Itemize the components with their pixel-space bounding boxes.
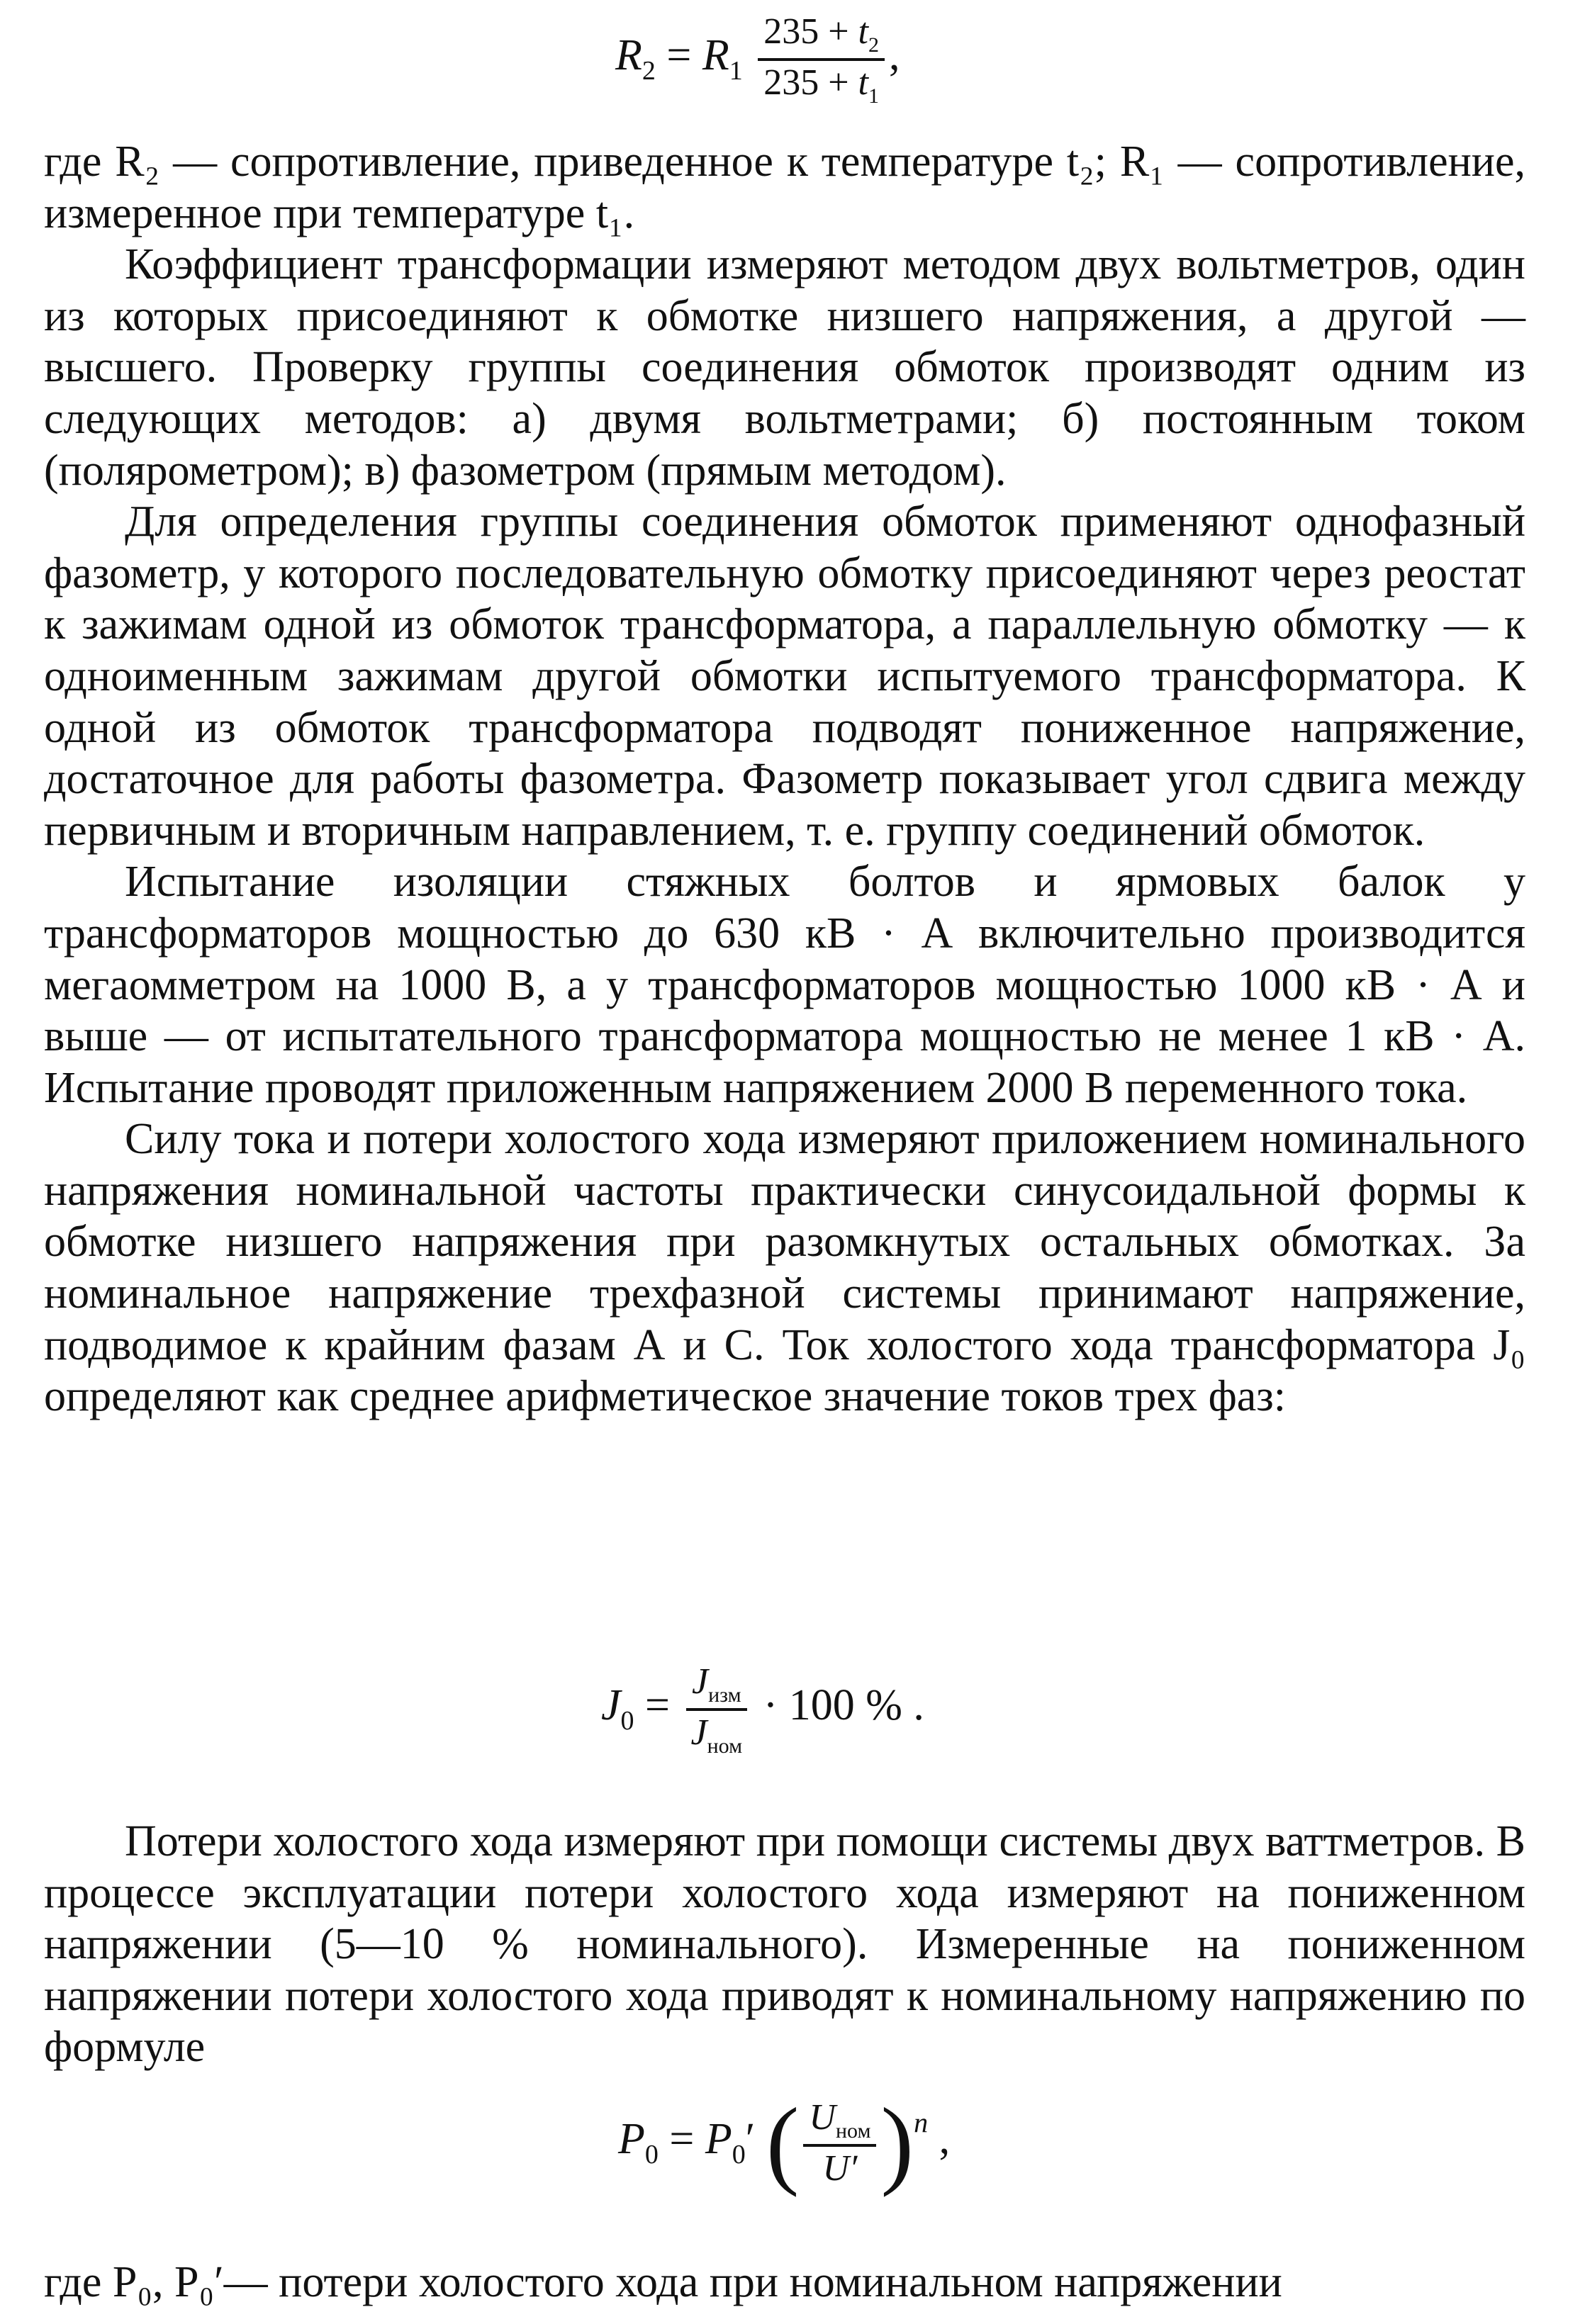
- formula-j0-den-var: J: [690, 1712, 707, 1753]
- formula-p0-paren-open: (: [766, 2088, 800, 2198]
- paragraph-6: Потери холостого хода измеряют при помощи системы двух ваттметров. В процессе эксплуатации потери холостого хода измеряют на пониженном напряжении (5—10 % номинального). Измеренные на пониженном напряжении потери холостого хода приводят к номинальному напряжению по формуле: [44, 1817, 1525, 2072]
- formula-r2-coef-sub: 1: [729, 56, 743, 86]
- formula-p0-denominator: U′: [822, 2148, 858, 2189]
- paragraph-2: Коэффициент трансформации измеряют методом двух вольтметров, один из которых присоединяют к обмотке низшего напряжения, а другой — высшего. Проверку группы соединения обмоток производят одним из следующих методов: а) двумя вольтметрами; б) постоянным током (полярометром); в) фазометром (прямым методом).: [44, 240, 1525, 495]
- paragraph-3: Для определения группы соединения обмоток применяют однофазный фазометр, у которого последовательную обмотку присоединяют через реостат к зажимам одной из обмоток трансформатора, а параллельную обмотку — к одноименным зажимам другой обмотки испытуемого трансформатора. К одной из обмоток трансформатора подводят пониженное напряжение, достаточное для работы фазометра. Фазометр показывает угол сдвига между первичным и вторичным направлением, т. е. группу соединений обмоток.: [44, 498, 1525, 855]
- formula-j0-eq: =: [645, 1681, 670, 1730]
- formula-j0-lhs-sub: 0: [620, 1706, 634, 1736]
- formula-p0-eq: =: [669, 2115, 695, 2164]
- page-body-3: [44, 2257, 1525, 2308]
- formula-j0-fraction: [685, 1660, 749, 1759]
- formula-r2-numerator: [758, 10, 885, 61]
- paragraph-4: Испытание изоляции стяжных болтов и ярмовых балок у трансформаторов мощностью до 630 кВ · А включительно производится мегаомметром на 1000 В, а у трансформаторов мощностью 1000 кВ · А и выше — от испытательного трансформатора мощностью не менее 1 кВ · А. Испытание проводят приложенным напряжением 2000 В переменного тока.: [44, 858, 1525, 1112]
- paragraph-1: где R₂ — сопротивление, приведенное к температуре t₂; R₁ — сопротивление, измеренное при температуре t₁.: [44, 137, 1525, 237]
- formula-p0-fraction: [803, 2096, 876, 2190]
- formula-p0-exponent: n: [914, 2106, 929, 2139]
- formula-r2-num-text: 235 +: [763, 11, 858, 52]
- formula-r2-fraction: [758, 10, 885, 109]
- formula-j0: [601, 1660, 924, 1759]
- formula-p0-rhs-sub: 0: [732, 2140, 746, 2170]
- formula-p0: [618, 2088, 951, 2198]
- formula-r2-trail: ,: [889, 31, 900, 80]
- formula-j0-numerator: [686, 1660, 747, 1711]
- formula-p0-paren-close: ): [880, 2088, 914, 2198]
- formula-p0-rhs-prime: ′: [745, 2115, 756, 2164]
- formula-r2-num-sub: 2: [868, 33, 879, 57]
- formula-r2: [615, 10, 900, 109]
- paragraph-7: где P₀, P₀′— потери холостого хода при номинальном напряжении: [44, 2258, 1282, 2306]
- formula-r2-denominator: [758, 61, 885, 109]
- formula-r2-lhs-sub: 2: [642, 56, 656, 86]
- formula-r2-den-var: t: [858, 62, 868, 103]
- formula-r2-eq: =: [666, 31, 692, 80]
- formula-j0-denominator: [685, 1711, 749, 1759]
- formula-p0-lhs-sub: 0: [644, 2140, 659, 2170]
- formula-r2-den-text: 235 +: [763, 62, 858, 103]
- formula-p0-lhs: P: [618, 2115, 645, 2164]
- page-body-2: [44, 1816, 1525, 2073]
- formula-r2-den-sub: 1: [868, 84, 879, 108]
- formula-p0-num-var: U: [809, 2097, 836, 2138]
- formula-r2-lhs: R: [615, 31, 642, 80]
- formula-p0-rhs: P: [705, 2115, 732, 2164]
- formula-j0-tail: · 100 % .: [763, 1681, 924, 1730]
- formula-j0-num-var: J: [692, 1661, 709, 1702]
- formula-r2-coef: R: [702, 31, 729, 80]
- formula-j0-lhs: J: [601, 1681, 621, 1730]
- formula-j0-den-sub: ном: [707, 1734, 743, 1758]
- paragraph-5: Силу тока и потери холостого хода измеряют приложением номинального напряжения номинальной частоты практически синусоидальной формы к обмотке низшего напряжения при разомкнутых остальных обмотках. За номинальное напряжение трехфазной системы принимают напряжение, подводимое к крайним фазам А и С. Ток холостого хода трансформатора J₀ определяют как среднее арифметическое значение токов трех фаз:: [44, 1115, 1525, 1421]
- formula-p0-num-sub: ном: [835, 2119, 871, 2143]
- formula-j0-num-sub: изм: [708, 1683, 741, 1707]
- formula-p0-numerator: [803, 2096, 876, 2147]
- formula-r2-num-var: t: [858, 11, 868, 52]
- formula-p0-trail: ,: [939, 2115, 951, 2164]
- page-body: [44, 136, 1525, 1422]
